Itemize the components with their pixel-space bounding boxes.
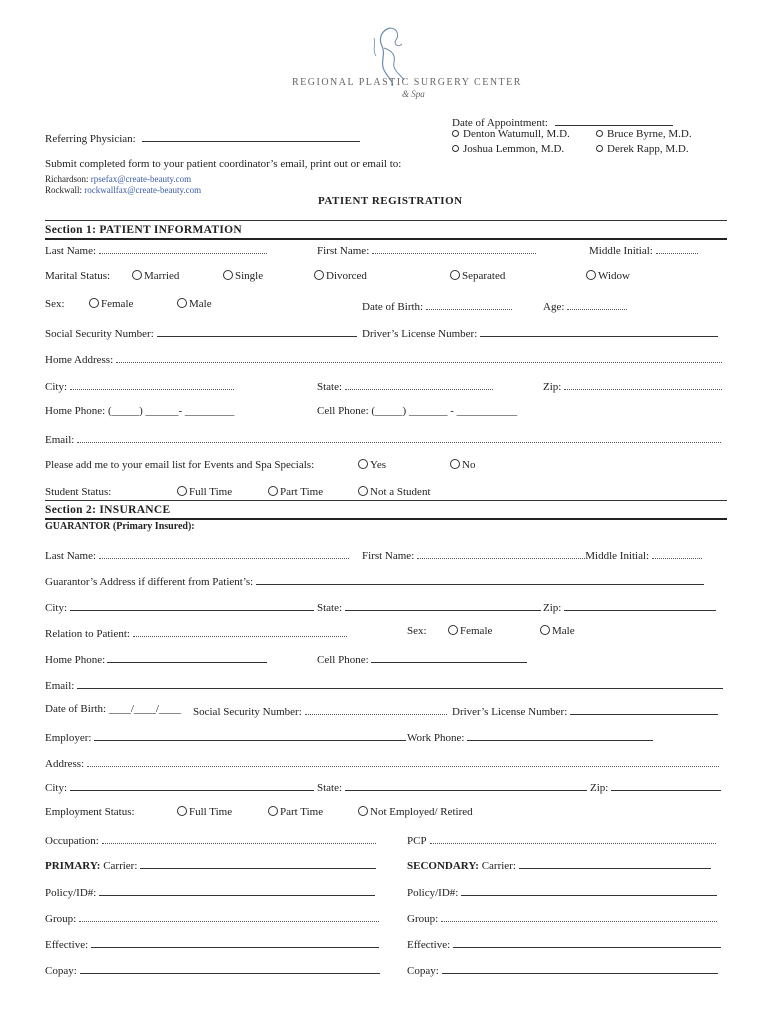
home-phone-field[interactable]: Home Phone: (_____) ______- _________	[45, 405, 235, 417]
divider	[45, 220, 727, 221]
radio-icon[interactable]	[452, 145, 459, 152]
referring-physician-line	[142, 130, 360, 142]
g-address-field[interactable]: Address:	[45, 755, 719, 770]
state-field[interactable]: State:	[317, 378, 493, 393]
email-list-no[interactable]: No	[450, 459, 475, 471]
employment-option[interactable]: Not Employed/ Retired	[358, 806, 473, 818]
radio-icon[interactable]	[452, 130, 459, 137]
last-name-field[interactable]: Last Name:	[45, 242, 267, 257]
radio-icon[interactable]	[596, 145, 603, 152]
sex-option[interactable]: Female	[89, 298, 133, 310]
section1-title: Section 1: PATIENT INFORMATION	[45, 224, 242, 236]
dob-field[interactable]: Date of Birth:	[362, 298, 512, 313]
pcp-field[interactable]: PCP	[407, 832, 716, 847]
student-option[interactable]: Part Time	[268, 486, 323, 498]
email-field[interactable]: Email:	[45, 431, 721, 446]
g-last-name-field[interactable]: Last Name:	[45, 547, 349, 562]
home-address-field[interactable]: Home Address:	[45, 351, 722, 366]
policy2-field[interactable]: Policy/ID#:	[407, 884, 717, 899]
occupation-field[interactable]: Occupation:	[45, 832, 376, 847]
radio-icon[interactable]	[596, 130, 603, 137]
group2-field[interactable]: Group:	[407, 910, 717, 925]
g-email-field[interactable]: Email:	[45, 677, 723, 692]
dl-field[interactable]: Driver’s License Number:	[362, 325, 718, 340]
student-status-label: Student Status:	[45, 486, 112, 498]
marital-option[interactable]: Married	[132, 270, 179, 282]
email-list-yes[interactable]: Yes	[358, 459, 386, 471]
g-sex-label: Sex:	[407, 625, 427, 637]
g-state-field[interactable]: State:	[317, 599, 541, 614]
referring-physician-label: Referring Physician:	[45, 133, 136, 145]
cell-phone-field[interactable]: Cell Phone: (_____) _______ - ___________	[317, 405, 518, 417]
marital-option[interactable]: Divorced	[314, 270, 367, 282]
appointment-date-field[interactable]	[452, 114, 673, 129]
employment-status-label: Employment Status:	[45, 806, 135, 818]
zip-field[interactable]: Zip:	[543, 378, 722, 393]
richardson-contact: Richardson: rpsefax@create-beauty.com	[45, 174, 192, 184]
g-ssn-field[interactable]: Social Security Number:	[193, 703, 447, 718]
age-field[interactable]: Age:	[543, 298, 627, 313]
g-dl-field[interactable]: Driver’s License Number:	[452, 703, 718, 718]
form-title: PATIENT REGISTRATION	[318, 195, 463, 207]
marital-option[interactable]: Single	[223, 270, 263, 282]
secondary-carrier-field[interactable]: SECONDARY: Carrier:	[407, 857, 711, 872]
divider	[45, 500, 727, 501]
primary-carrier-field[interactable]: PRIMARY: Carrier:	[45, 857, 376, 872]
appointment-date-label: Date of Appointment:	[452, 117, 548, 129]
g-zip2-field[interactable]: Zip:	[590, 779, 721, 794]
first-name-field[interactable]: First Name:	[317, 242, 536, 257]
rockwall-contact: Rockwall: rockwallfax@create-beauty.com	[45, 185, 202, 195]
logo-name: REGIONAL PLASTIC SURGERY CENTER	[292, 77, 522, 88]
g-city-field[interactable]: City:	[45, 599, 314, 614]
g-work-phone-field[interactable]: Work Phone:	[407, 729, 653, 744]
g-sex-option[interactable]: Male	[540, 625, 575, 637]
marital-option[interactable]: Separated	[450, 270, 505, 282]
g-zip-field[interactable]: Zip:	[543, 599, 716, 614]
guarantor-heading: GUARANTOR (Primary Insured):	[45, 521, 195, 532]
g-cell-phone-field[interactable]: Cell Phone:	[317, 651, 527, 666]
doctor-option[interactable]: Bruce Byrne, M.D.	[596, 128, 692, 140]
appointment-date-line	[555, 114, 673, 126]
logo-sub: & Spa	[402, 89, 425, 99]
richardson-email-link[interactable]: rpsefax@create-beauty.com	[90, 174, 192, 184]
ssn-field[interactable]: Social Security Number:	[45, 325, 357, 340]
sex-label: Sex:	[45, 298, 65, 310]
employment-option[interactable]: Full Time	[177, 806, 232, 818]
g-dob-field[interactable]: Date of Birth: ____/____/____	[45, 703, 181, 715]
section2-title: Section 2: INSURANCE	[45, 504, 171, 516]
policy-field[interactable]: Policy/ID#:	[45, 884, 375, 899]
doctor-option[interactable]: Denton Watumull, M.D.	[452, 128, 570, 140]
g-state2-field[interactable]: State:	[317, 779, 587, 794]
divider	[45, 238, 727, 240]
employment-option[interactable]: Part Time	[268, 806, 323, 818]
copay-field[interactable]: Copay:	[45, 962, 380, 977]
g-employer-field[interactable]: Employer:	[45, 729, 406, 744]
g-relation-field[interactable]: Relation to Patient:	[45, 625, 347, 640]
g-sex-option[interactable]: Female	[448, 625, 492, 637]
city-field[interactable]: City:	[45, 378, 234, 393]
g-first-name-field[interactable]: First Name: Middle Initial:	[362, 547, 702, 562]
effective2-field[interactable]: Effective:	[407, 936, 721, 951]
middle-initial-field[interactable]: Middle Initial:	[589, 242, 698, 257]
effective-field[interactable]: Effective:	[45, 936, 379, 951]
g-city2-field[interactable]: City:	[45, 779, 314, 794]
doctor-option[interactable]: Derek Rapp, M.D.	[596, 143, 689, 155]
rockwall-email-link[interactable]: rockwallfax@create-beauty.com	[84, 185, 202, 195]
sex-option[interactable]: Male	[177, 298, 212, 310]
referring-physician-field[interactable]	[45, 130, 360, 145]
g-home-phone-field[interactable]: Home Phone:	[45, 651, 267, 666]
group-field[interactable]: Group:	[45, 910, 379, 925]
student-option[interactable]: Not a Student	[358, 486, 431, 498]
submit-instructions: Submit completed form to your patient coordinator’s email, print out or email to:	[45, 158, 402, 170]
student-option[interactable]: Full Time	[177, 486, 232, 498]
marital-option[interactable]: Widow	[586, 270, 630, 282]
copay2-field[interactable]: Copay:	[407, 962, 718, 977]
doctor-option[interactable]: Joshua Lemmon, M.D.	[452, 143, 564, 155]
marital-status-label: Marital Status:	[45, 270, 111, 282]
divider	[45, 518, 727, 520]
email-list-label: Please add me to your email list for Events and Spa Specials:	[45, 459, 315, 471]
g-address-diff-field[interactable]: Guarantor’s Address if different from Patient’s:	[45, 573, 704, 588]
